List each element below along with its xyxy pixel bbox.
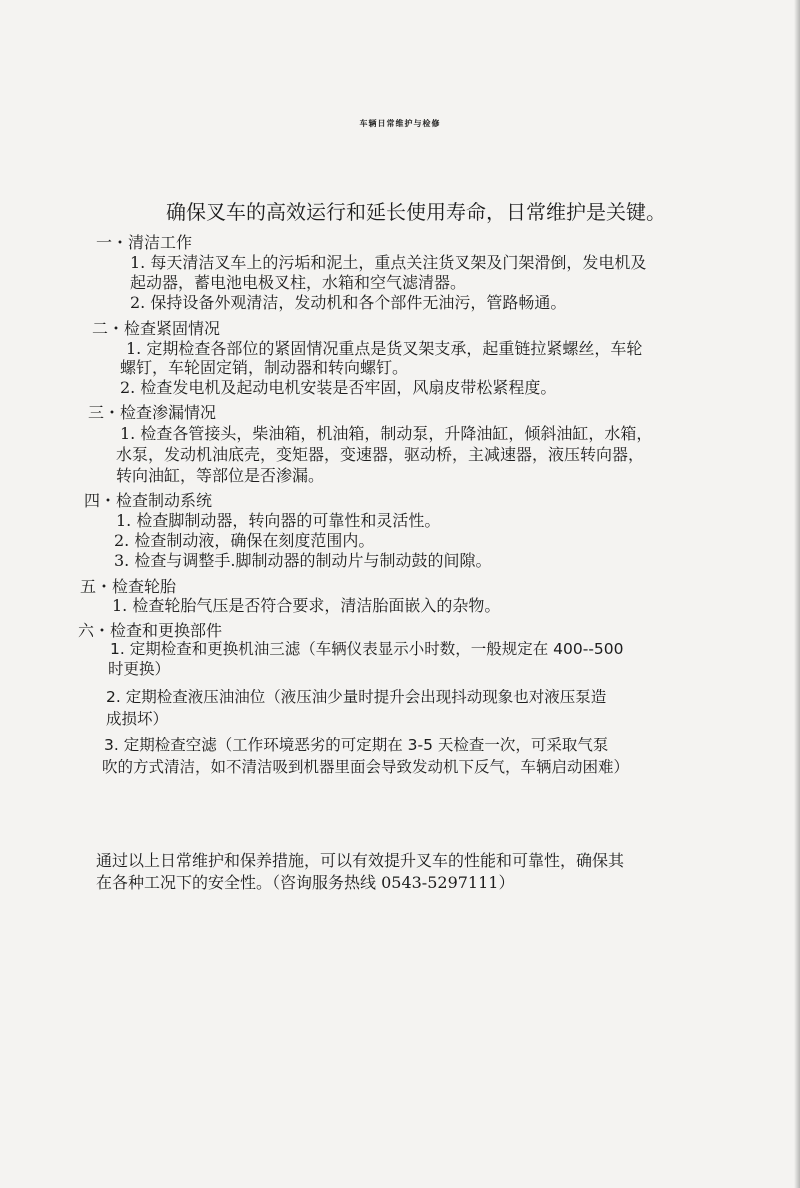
section-heading-fastening: 二・检查紧固情况 <box>92 319 221 338</box>
list-item: 2. 保持设备外观清洁，发动机和各个部件无油污，管路畅通。 <box>130 293 567 312</box>
list-item: 1. 检查脚制动器，转向器的可靠性和灵活性。 <box>116 511 441 530</box>
list-item: 1. 定期检查和更换机油三滤（车辆仪表显示小时数，一般规定在 400--500 <box>110 640 624 658</box>
intro-text: 确保叉车的高效运行和延长使用寿命，日常维护是关键。 <box>166 200 666 224</box>
list-item-continuation: 时更换） <box>108 660 171 678</box>
page-title: 车辆日常维护与检修 <box>359 119 441 128</box>
list-item-continuation: 水泵，发动机油底壳，变矩器，变速器，驱动桥，主减速器，液压转向器， <box>116 445 645 464</box>
list-item: 2. 检查发电机及起动电机安装是否牢固，风扇皮带松紧程度。 <box>120 378 557 397</box>
list-item: 1. 每天清洁叉车上的污垢和泥土，重点关注货叉架及门架滑倒，发电机及 <box>130 253 647 272</box>
list-item-continuation: 成损坏） <box>106 710 169 728</box>
scan-edge-shadow <box>794 0 800 1188</box>
closing-text-hotline: 在各种工况下的安全性。（咨询服务热线 0543-5297111） <box>96 873 515 892</box>
list-item: 3. 定期检查空滤（工作环境恶劣的可定期在 3-5 天检查一次，可采取气泵 <box>104 736 609 754</box>
closing-text: 通过以上日常维护和保养措施，可以有效提升叉车的性能和可靠性，确保其 <box>96 851 625 870</box>
section-heading-cleaning: 一・清洁工作 <box>96 233 193 252</box>
list-item-continuation: 转向油缸，等部位是否渗漏。 <box>116 466 325 485</box>
list-item: 3. 检查与调整手.脚制动器的制动片与制动鼓的间隙。 <box>114 551 492 570</box>
section-heading-brakes: 四・检查制动系统 <box>84 491 213 510</box>
list-item: 1. 检查各管接头，柴油箱，机油箱，制动泵，升降油缸，倾斜油缸，水箱， <box>120 424 653 443</box>
list-item: 2. 检查制动液，确保在刻度范围内。 <box>114 531 375 550</box>
section-heading-leakage: 三・检查渗漏情况 <box>88 403 217 422</box>
list-item-continuation: 螺钉，车轮固定销，制动器和转向螺钉。 <box>120 358 409 377</box>
list-item: 1. 定期检查各部位的紧固情况重点是货叉架支承，起重链拉紧螺丝，车轮 <box>126 339 643 358</box>
list-item: 2. 定期检查液压油油位（液压油少量时提升会出现抖动现象也对液压泵造 <box>106 688 607 706</box>
section-heading-tires: 五・检查轮胎 <box>80 577 177 596</box>
list-item-continuation: 起动器，蓄电池电极叉柱，水箱和空气滤清器。 <box>130 273 467 292</box>
list-item-continuation: 吹的方式清洁，如不清洁吸到机器里面会导致发动机下反气，车辆启动困难） <box>102 758 630 776</box>
section-heading-replacement: 六・检查和更换部件 <box>78 621 223 640</box>
list-item: 1. 检查轮胎气压是否符合要求，清洁胎面嵌入的杂物。 <box>112 596 501 615</box>
